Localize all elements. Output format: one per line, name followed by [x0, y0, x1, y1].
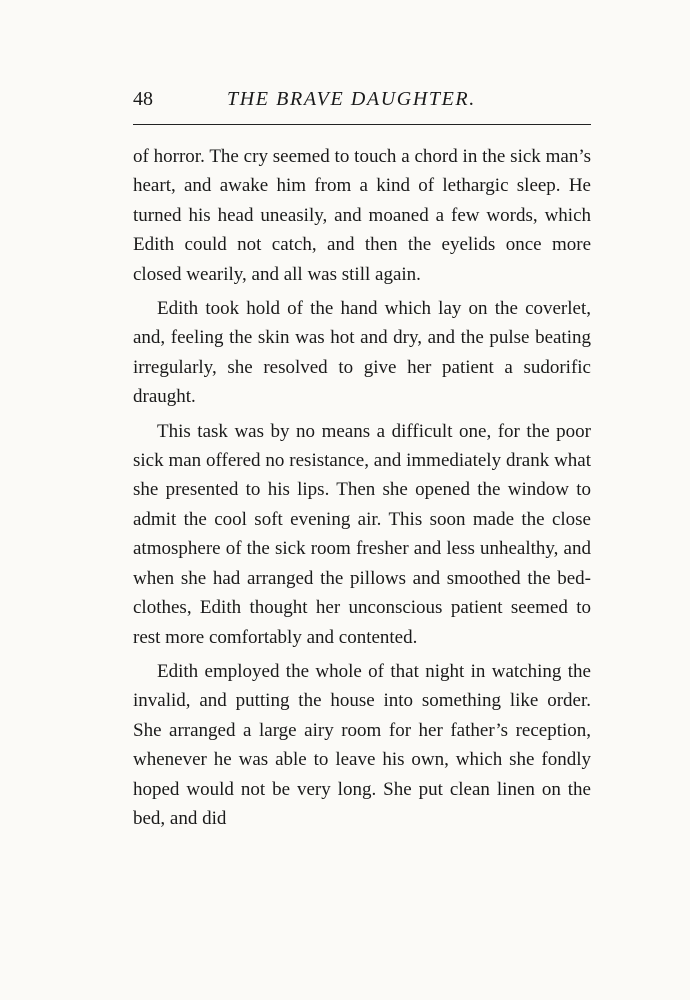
- running-title: THE BRAVE DAUGHTER.: [227, 88, 476, 110]
- body-text: [133, 142, 591, 838]
- paragraph-4: Edith employed the whole of that night in watching the invalid, and putting the house into something like order. She arranged a large airy room for her father’s reception, whenever he was able to leave his own, which she fondly hoped would not be very long. She put clean linen on the bed, and did: [133, 660, 591, 829]
- paragraph-2: Edith took hold of the hand which lay on the coverlet, and, feeling the skin was hot and dry, and the pulse beating irregularly, she resolved to give her patient a sudorific draught.: [133, 298, 591, 408]
- header-rule: [133, 124, 591, 125]
- paragraph-1: of horror. The cry seemed to touch a chord in the sick man’s heart, and awake him from a kind of lethargic sleep. He turned his head uneasily, and moaned a few words, which Edith could not catch, and then the eyelids once more closed wearily, and all was still again.: [133, 146, 591, 285]
- paragraph-3: This task was by no means a difficult one, for the poor sick man offered no resistance, and immediately drank what she presented to his lips. Then she opened the window to admit the cool soft evening air. This soon made the close atmosphere of the sick room fresher and less unhealthy, and when she had arranged the pillows and smoothed the bedclothes, Edith thought her unconscious patient seemed to rest more comfortably and contented.: [133, 420, 591, 648]
- page-number: 48: [133, 88, 153, 110]
- running-head: [133, 84, 591, 114]
